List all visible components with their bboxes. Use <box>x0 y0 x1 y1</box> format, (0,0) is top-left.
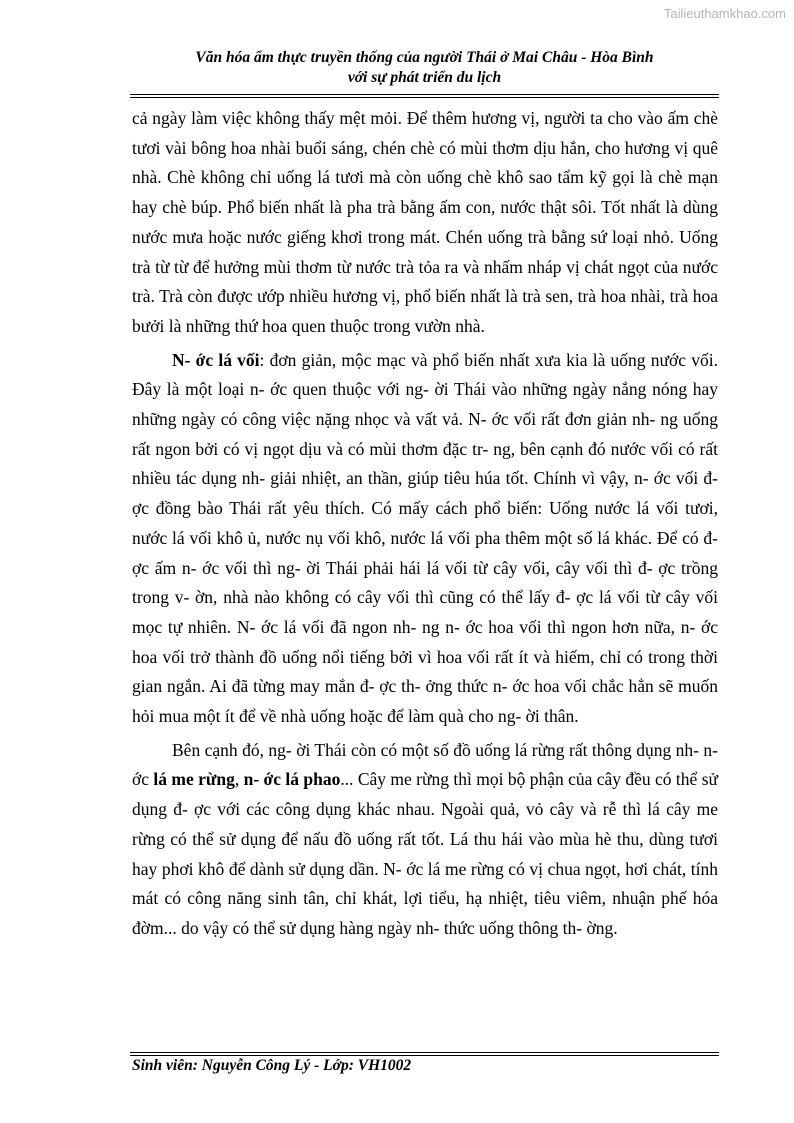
paragraph-voi-text: : đơn giản, mộc mạc và phổ biến nhất xưa kia là uống nước vối. Đây là một loại n- ớc quen thuộc với ng- ời Thái vào những ngày nắng nóng hay những ngày có công việc nặng nhọc và vất vả. N- ớc vối rất đơn giản nh- ng uống rất ngon bởi có vị ngọt dịu và có mùi thơm đặc tr- ng, bên cạnh đó nước vối có rất nhiều tác dụng nh- giải nhiệt, an thần, giúp tiêu húa tốt. Chính vì vậy, n- ớc vối đ- ợc đồng bào Thái rất yêu thích. Có mấy cách phổ biến: Uống nước lá vối tươi, nước lá vối khô ủ, nước nụ vối khô, nước lá vối pha thêm một số lá khác. Để có đ- ợc ấm n- ớc vối thì ng- ời Thái phải hái lá vối từ cây vối, cây vối thì đ- ợc trồng trong v- ờn, nhà nào không có cây vối thì cũng có thể lấy đ- ợc lá vối từ cây vối mọc tự nhiên. N- ớc lá vối đã ngon nh- ng n- ớc hoa vối thì ngon hơn nữa, n- ớc hoa vối trở thành đồ uống nổi tiếng bởi vì hoa vối rất ít và hiếm, chỉ có trong thời gian ngắn. Ai đã từng may mắn đ- ợc th- ởng thức n- ớc hoa vối chắc hẳn sẽ muốn hỏi mua một ít để về nhà uống hoặc để làm quà cho ng- ời thân. <box>132 349 718 727</box>
header-title-line1: Văn hóa ẩm thực truyền thống của người Thái ở Mai Châu - Hòa Bình <box>195 49 654 66</box>
document-body <box>132 104 718 948</box>
paragraph-tea: cả ngày làm việc không thấy mệt mỏi. Để thêm hương vị, người ta cho vào ấm chè tươi vài bông hoa nhài buổi sáng, chén chè có mùi thơm dịu hắn, cho hương vị quê nhà. Chè không chỉ uống lá tươi mà còn uống chè khô sao tẩm kỹ gọi là chè mạn hay chè búp. Phổ biến nhất là pha trà bằng ấm con, nước thật sôi. Tốt nhất là dùng nước mưa hoặc nước giếng khơi trong mát. Chén uống trà bằng sứ loại nhỏ. Uống trà từ từ để hưởng mùi thơm từ nước trà tỏa ra và nhấm nháp vị chát ngọt của nước trà. Trà còn được ướp nhiều hương vị, phổ biến nhất là trà sen, trà hoa nhài, trà hoa bưởi là những thứ hoa quen thuộc trong vườn nhà. <box>132 108 718 336</box>
header-divider <box>130 94 719 98</box>
paragraph-forest-text-c: ... Cây me rừng thì mọi bộ phận của cây đều có thể sử dụng đ- ợc với các công dụng khác nhau. Ngoài quả, vỏ cây và rễ thì lá cây me rừng có thể sử dụng để nấu đồ uống rất tốt. Lá thu hái vào mùa hè thu, dùng tươi hay phơi khô để dành sử dụng dần. N- ớc lá me rừng có vị chua ngọt, hơi chát, tính mát có công năng sinh tân, chỉ khát, lợi tiểu, hạ nhiệt, tiêu viêm, nhuận phế hóa đờm... do vậy có thể sử dụng hàng ngày nh- thức uống thông th- ờng. <box>132 769 718 938</box>
paragraph-forest-text-b: , <box>234 769 244 790</box>
header-title-line2: với sự phát triển du lịch <box>347 69 502 86</box>
page-header <box>130 48 719 88</box>
paragraph-forest-leaf-drinks <box>132 736 718 944</box>
paragraph-voi-heading: N- ớc lá vối <box>172 349 260 370</box>
paragraph-voi-leaf-water <box>132 346 718 732</box>
paragraph-forest-text-a: Bên cạnh đó, ng- ời Thái còn có một số đồ uống lá rừng rất thông dụng nh- n- ớc <box>132 739 718 790</box>
term-la-phao: n- ớc lá phao <box>243 769 341 790</box>
page-footer: Sinh viên: Nguyễn Công Lý - Lớp: VH1002 <box>132 1057 412 1074</box>
term-me-rung: lá me rừng <box>153 769 235 790</box>
watermark: Tailieuthamkhao.com <box>663 6 786 21</box>
